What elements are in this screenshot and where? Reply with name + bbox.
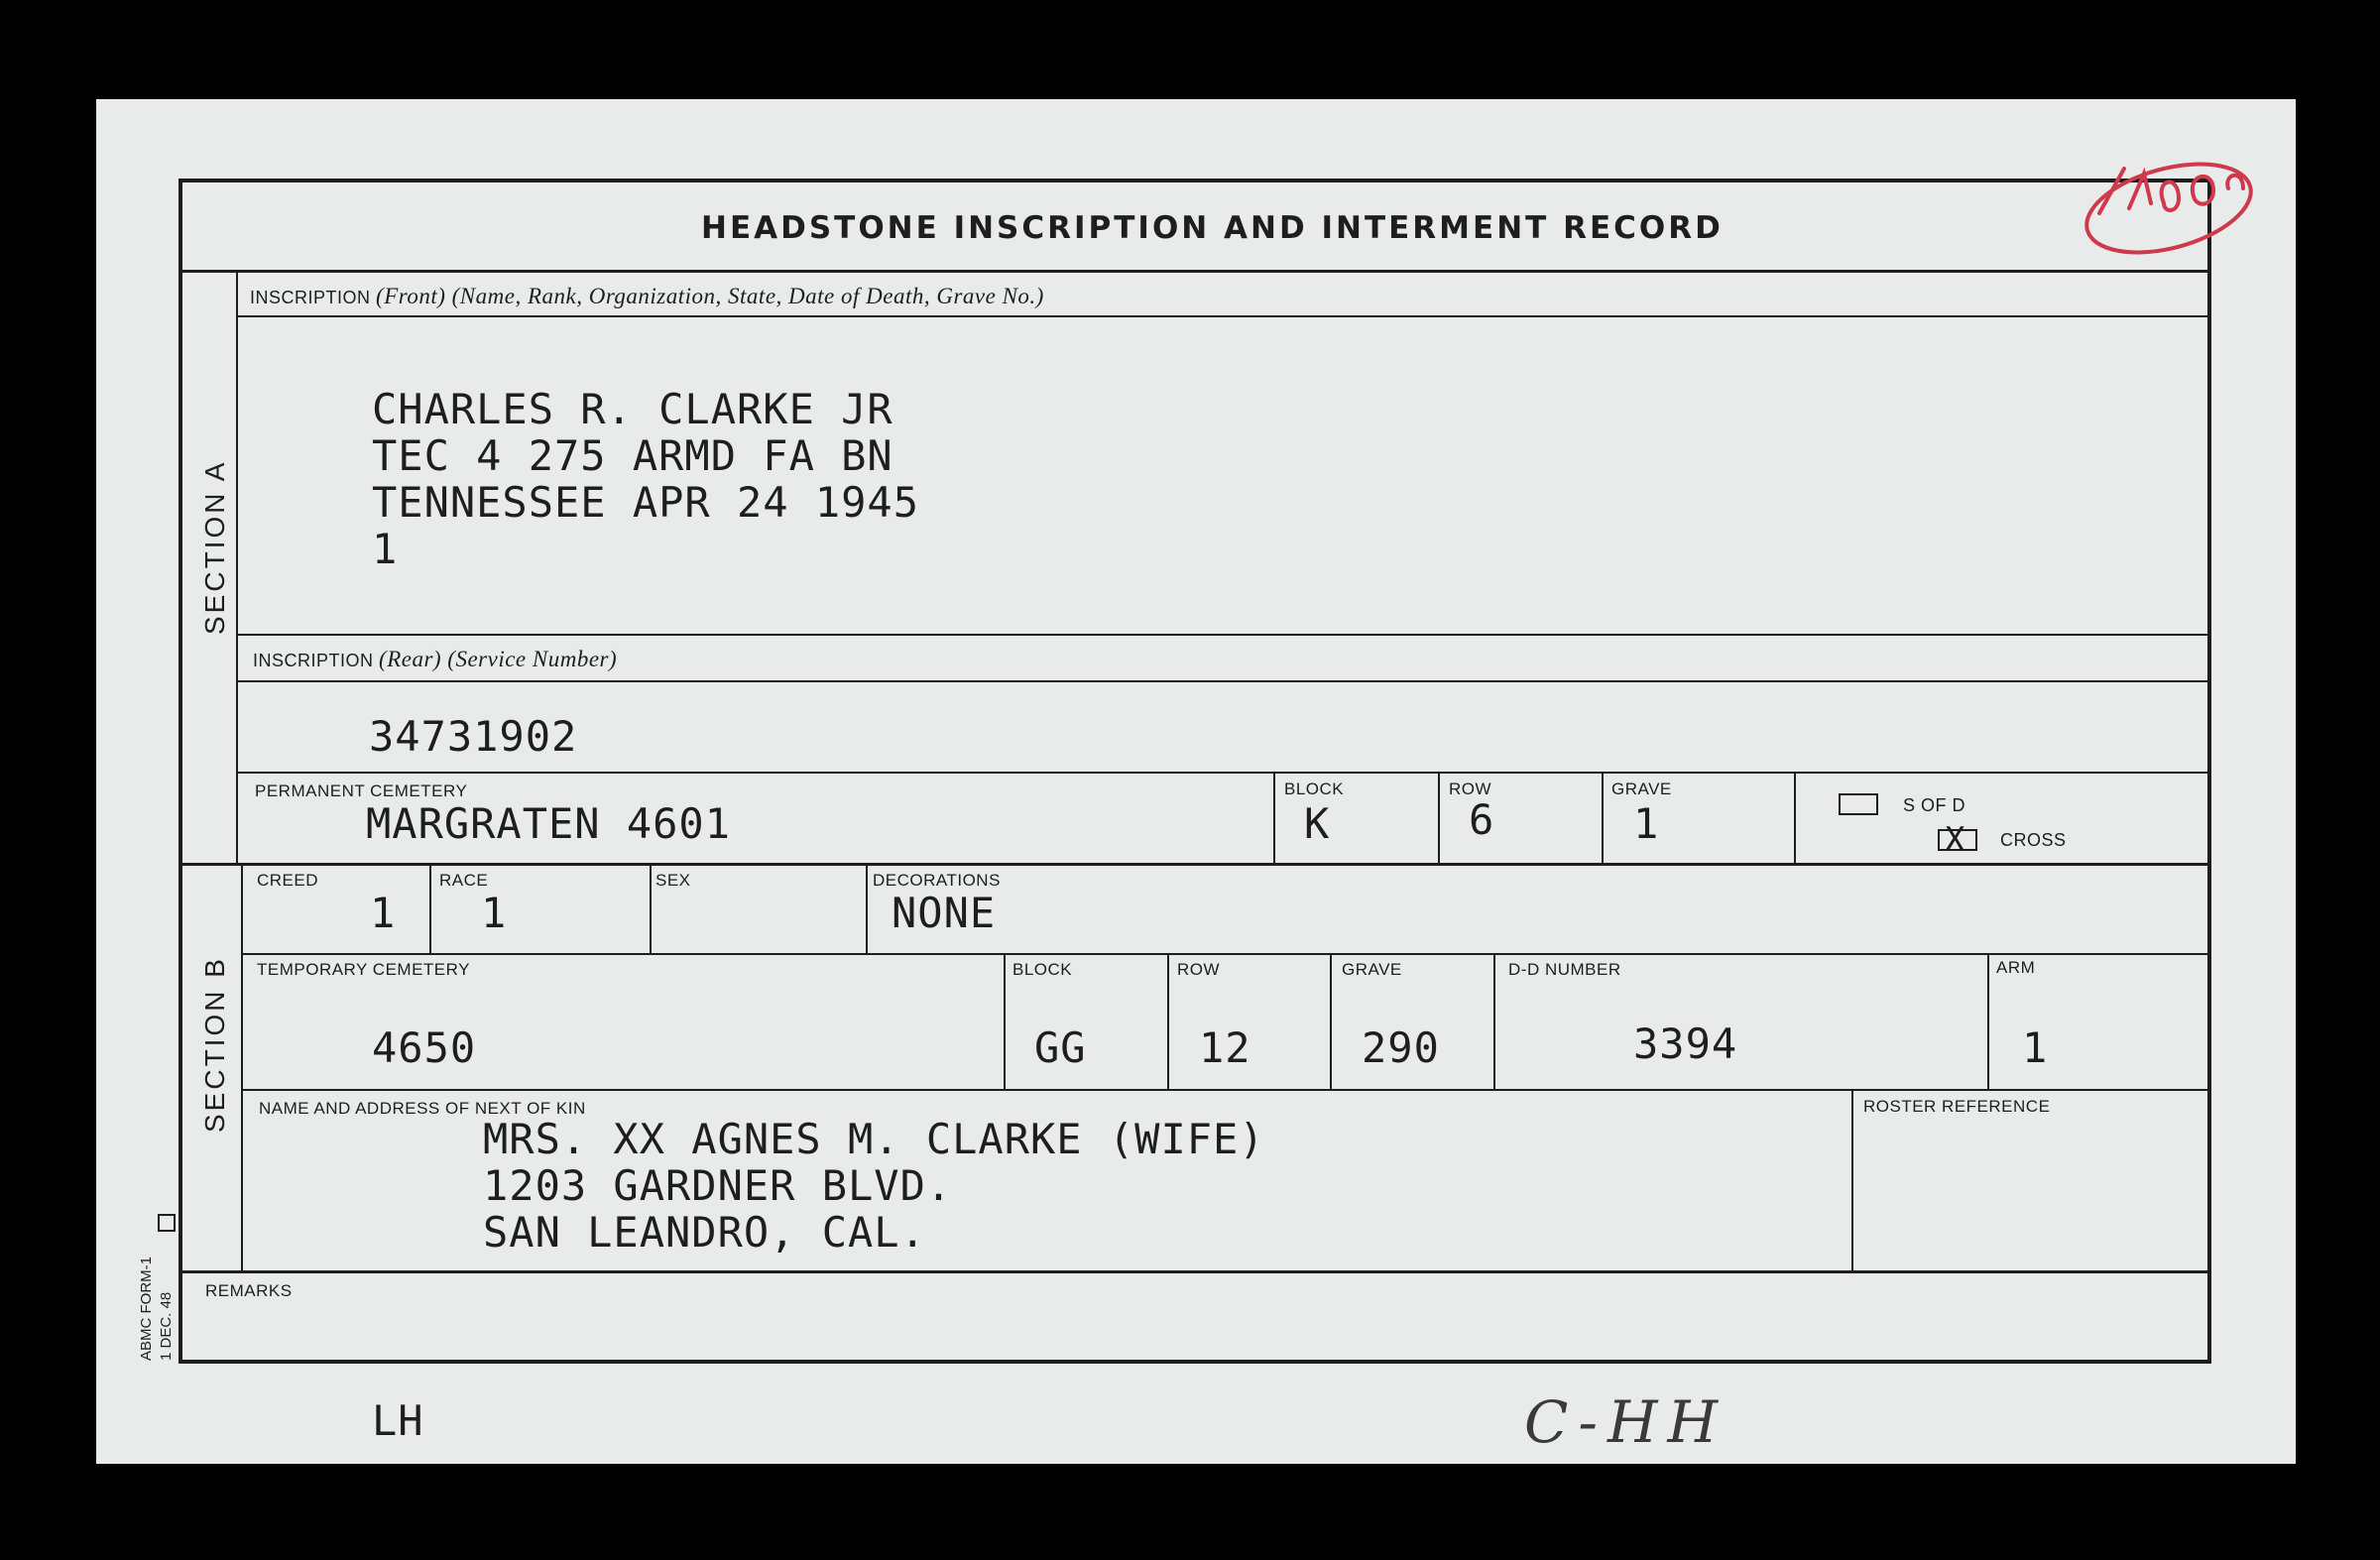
decorations-value: NONE <box>892 889 997 937</box>
divider <box>1851 1089 1853 1271</box>
next-of-kin-label: NAME AND ADDRESS OF NEXT OF KIN <box>259 1099 586 1118</box>
creed-value: 1 <box>370 889 397 937</box>
inscription-line: TENNESSEE APR 24 1945 <box>372 478 920 527</box>
arm-value: 1 <box>2022 1023 2049 1072</box>
cross-label: CROSS <box>2000 830 2067 850</box>
inscription-line: 1 <box>372 525 399 573</box>
divider <box>238 772 2209 774</box>
initials: LH <box>372 1396 424 1445</box>
divider <box>1167 953 1169 1090</box>
divider <box>1794 772 1796 863</box>
divider <box>650 863 652 954</box>
divider <box>1273 772 1275 863</box>
creed-label: CREED <box>257 871 319 890</box>
inscription-line: CHARLES R. CLARKE JR <box>372 385 893 433</box>
section-a-divider <box>236 272 238 863</box>
record-card <box>96 99 2296 1464</box>
divider <box>1004 953 1006 1090</box>
divider <box>1493 953 1495 1090</box>
permanent-row-value: 6 <box>1469 795 1495 844</box>
divider <box>429 863 431 954</box>
divider <box>238 634 2209 636</box>
arm-label: ARM <box>1996 958 2036 977</box>
temporary-row-value: 12 <box>1199 1023 1251 1072</box>
permanent-grave-value: 1 <box>1633 799 1660 848</box>
section-b-divider <box>241 863 243 1271</box>
temporary-cemetery-label: TEMPORARY CEMETERY <box>257 960 470 979</box>
race-value: 1 <box>481 889 508 937</box>
permanent-block-label: BLOCK <box>1284 780 1345 798</box>
divider <box>1438 772 1440 863</box>
temporary-cemetery-value: 4650 <box>372 1023 477 1072</box>
dd-number-label: D-D NUMBER <box>1508 960 1621 979</box>
s-of-d-label: S OF D <box>1903 795 1966 815</box>
form-id-box <box>158 1214 176 1232</box>
divider <box>180 270 2209 273</box>
race-label: RACE <box>439 871 489 890</box>
temporary-block-value: GG <box>1034 1023 1087 1072</box>
temporary-grave-value: 290 <box>1362 1023 1440 1072</box>
next-of-kin-line: 1203 GARDNER BLVD. <box>483 1161 953 1210</box>
inscription-front-label: INSCRIPTION (Front) (Name, Rank, Organization, State, Date of Death, Grave No.) <box>250 284 1044 308</box>
divider <box>1330 953 1332 1090</box>
next-of-kin-line: SAN LEANDRO, CAL. <box>483 1208 926 1257</box>
s-of-d-checkbox[interactable] <box>1839 793 1878 815</box>
section-b-label: SECTION B <box>199 956 230 1133</box>
section-a-label: SECTION A <box>199 459 230 635</box>
permanent-cemetery-value: MARGRATEN 4601 <box>366 799 732 848</box>
temporary-block-label: BLOCK <box>1012 960 1073 979</box>
service-number: 34731902 <box>369 712 578 761</box>
divider <box>1602 772 1604 863</box>
form-id-line: ABMC FORM-1 <box>138 1257 155 1361</box>
permanent-grave-label: GRAVE <box>1611 780 1672 798</box>
temporary-grave-label: GRAVE <box>1342 960 1402 979</box>
dd-number-value: 3394 <box>1633 1020 1738 1068</box>
divider <box>238 315 2209 317</box>
permanent-block-value: K <box>1304 799 1331 848</box>
next-of-kin-line: MRS. XX AGNES M. CLARKE (WIFE) <box>483 1115 1265 1163</box>
divider <box>180 1270 2209 1273</box>
temporary-row-label: ROW <box>1177 960 1221 979</box>
cross-check-mark: X <box>1945 820 1965 860</box>
form-id-line: 1 DEC. 48 <box>158 1291 175 1361</box>
red-pencil-mark <box>2030 119 2268 268</box>
divider <box>866 863 868 954</box>
permanent-row-label: ROW <box>1449 780 1492 798</box>
remarks-label: REMARKS <box>205 1281 293 1300</box>
inscription-rear-label: INSCRIPTION (Rear) (Service Number) <box>253 647 618 671</box>
inscription-line: TEC 4 275 ARMD FA BN <box>372 431 893 480</box>
permanent-cemetery-label: PERMANENT CEMETERY <box>255 781 468 800</box>
handwritten-code: C-HH <box>1524 1388 1728 1456</box>
divider <box>1987 953 1989 1090</box>
divider <box>243 953 2209 955</box>
form-title: HEADSTONE INSCRIPTION AND INTERMENT RECORD <box>701 210 1724 246</box>
decorations-label: DECORATIONS <box>873 871 1001 890</box>
divider <box>238 680 2209 682</box>
sex-label: SEX <box>655 871 691 890</box>
divider <box>180 863 2209 866</box>
roster-reference-label: ROSTER REFERENCE <box>1863 1097 2051 1116</box>
divider <box>243 1089 2209 1091</box>
